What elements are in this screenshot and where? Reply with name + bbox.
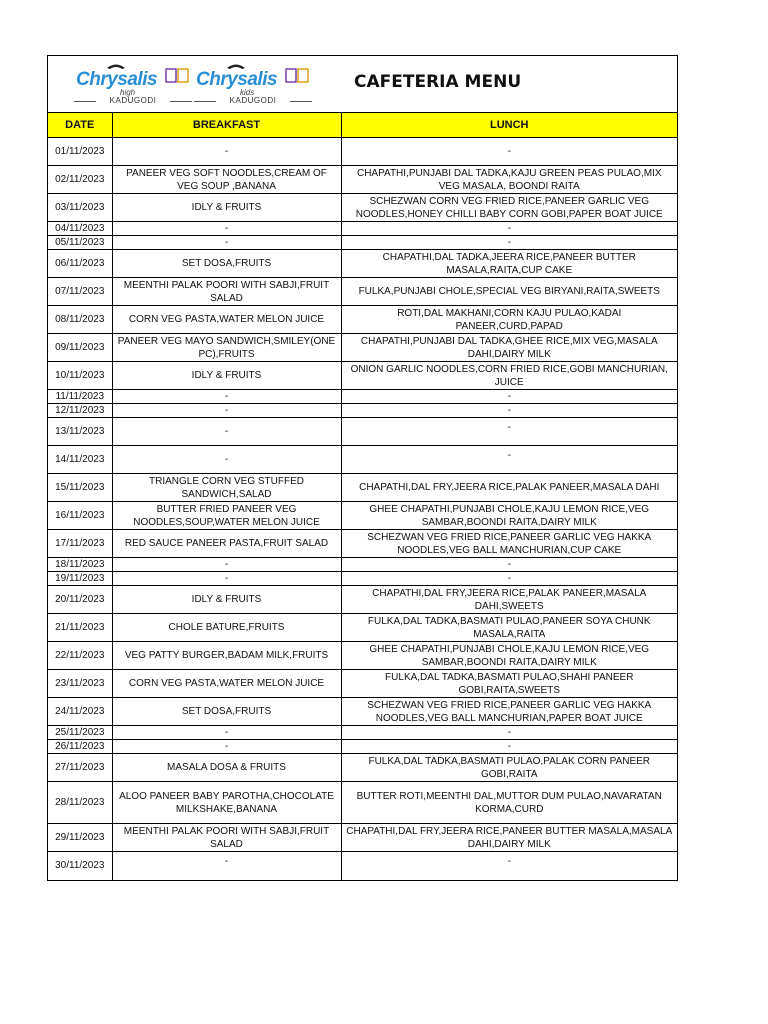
cell-lunch: - [341, 572, 677, 586]
cell-breakfast: MEENTHI PALAK POORI WITH SABJI,FRUIT SALAD [112, 824, 341, 852]
table-row [48, 250, 677, 278]
cell-date: 06/11/2023 [48, 250, 112, 278]
cell-date: 22/11/2023 [48, 642, 112, 670]
table-row [48, 236, 677, 250]
table-row [48, 530, 677, 558]
cell-lunch: CHAPATHI,PUNJABI DAL TADKA,GHEE RICE,MIX VEG,MASALA DAHI,DAIRY MILK [341, 334, 677, 362]
cell-date: 17/11/2023 [48, 530, 112, 558]
cell-breakfast: SET DOSA,FRUITS [112, 250, 341, 278]
cell-lunch: FULKA,DAL TADKA,BASMATI PULAO,PANEER SOYA CHUNK MASALA,RAITA [341, 614, 677, 642]
table-row [48, 740, 677, 754]
table-row [48, 418, 677, 446]
cell-date: 13/11/2023 [48, 418, 112, 446]
table-row [48, 642, 677, 670]
cell-date: 24/11/2023 [48, 698, 112, 726]
cell-breakfast: - [112, 418, 341, 446]
cell-date: 08/11/2023 [48, 306, 112, 334]
page-title: CAFETERIA MENU [354, 72, 522, 92]
table-row [48, 138, 677, 166]
table-row [48, 166, 677, 194]
cell-lunch: - [341, 852, 677, 880]
cell-breakfast: RED SAUCE PANEER PASTA,FRUIT SALAD [112, 530, 341, 558]
cell-breakfast: CHOLE BATURE,FRUITS [112, 614, 341, 642]
cell-date: 03/11/2023 [48, 194, 112, 222]
cell-breakfast: - [112, 222, 341, 236]
cell-breakfast: - [112, 726, 341, 740]
logo-brand: Chrysalis [76, 69, 158, 90]
cell-breakfast: TRIANGLE CORN VEG STUFFED SANDWICH,SALAD [112, 474, 341, 502]
table-row [48, 754, 677, 782]
cell-lunch: - [341, 222, 677, 236]
cell-date: 29/11/2023 [48, 824, 112, 852]
table-row [48, 558, 677, 572]
table-row [48, 334, 677, 362]
cell-date: 23/11/2023 [48, 670, 112, 698]
cell-breakfast: - [112, 390, 341, 404]
cell-breakfast: - [112, 852, 341, 880]
cell-date: 15/11/2023 [48, 474, 112, 502]
cell-lunch: - [341, 404, 677, 418]
table-row [48, 222, 677, 236]
cell-lunch: SCHEZWAN VEG FRIED RICE,PANEER GARLIC VEG HAKKA NOODLES,VEG BALL MANCHURIAN,CUP CAKE [341, 530, 677, 558]
table-row [48, 390, 677, 404]
cell-date: 04/11/2023 [48, 222, 112, 236]
cell-lunch: - [341, 236, 677, 250]
cell-date: 16/11/2023 [48, 502, 112, 530]
cell-date: 09/11/2023 [48, 334, 112, 362]
logo-city: KADUGODI [109, 96, 157, 105]
cell-lunch: CHAPATHI,DAL FRY,JEERA RICE,PANEER BUTTER MASALA,MASALA DAHI,DAIRY MILK [341, 824, 677, 852]
cell-date: 05/11/2023 [48, 236, 112, 250]
cell-lunch: - [341, 740, 677, 754]
cell-breakfast: - [112, 572, 341, 586]
cell-breakfast: - [112, 138, 341, 166]
table-row [48, 614, 677, 642]
book-icon [165, 67, 189, 87]
cell-breakfast: MASALA DOSA & FRUITS [112, 754, 341, 782]
cell-date: 02/11/2023 [48, 166, 112, 194]
cell-breakfast: - [112, 404, 341, 418]
cell-lunch: - [341, 726, 677, 740]
menu-rows [48, 138, 677, 880]
column-header-date: DATE [48, 113, 112, 138]
cell-date: 07/11/2023 [48, 278, 112, 306]
cell-lunch: - [341, 446, 677, 474]
cell-breakfast: - [112, 740, 341, 754]
cell-breakfast: VEG PATTY BURGER,BADAM MILK,FRUITS [112, 642, 341, 670]
table-row [48, 502, 677, 530]
cell-lunch: - [341, 390, 677, 404]
cell-lunch: - [341, 138, 677, 166]
cell-breakfast: IDLY & FRUITS [112, 362, 341, 390]
logo-sub: high [120, 88, 136, 97]
table-row [48, 362, 677, 390]
table-row [48, 782, 677, 824]
table-row [48, 474, 677, 502]
column-header-breakfast: BREAKFAST [112, 113, 341, 138]
logo-city: KADUGODI [229, 96, 277, 105]
cell-breakfast: CORN VEG PASTA,WATER MELON JUICE [112, 306, 341, 334]
cell-date: 25/11/2023 [48, 726, 112, 740]
cell-lunch: - [341, 418, 677, 446]
cell-date: 19/11/2023 [48, 572, 112, 586]
table-row [48, 404, 677, 418]
cell-lunch: GHEE CHAPATHI,PUNJABI CHOLE,KAJU LEMON RICE,VEG SAMBAR,BOONDI RAITA,DAIRY MILK [341, 642, 677, 670]
cell-breakfast: - [112, 558, 341, 572]
column-header-lunch: LUNCH [341, 113, 677, 138]
cell-date: 18/11/2023 [48, 558, 112, 572]
cell-date: 30/11/2023 [48, 852, 112, 880]
table-row [48, 852, 677, 880]
cell-date: 27/11/2023 [48, 754, 112, 782]
cell-lunch: SCHEZWAN VEG FRIED RICE,PANEER GARLIC VEG HAKKA NOODLES,VEG BALL MANCHURIAN,PAPER BOAT JUICE [341, 698, 677, 726]
table-row [48, 194, 677, 222]
cell-lunch: FULKA,DAL TADKA,BASMATI PULAO,SHAHI PANEER GOBI,RAITA,SWEETS [341, 670, 677, 698]
cell-date: 20/11/2023 [48, 586, 112, 614]
table-row [48, 824, 677, 852]
table-row [48, 586, 677, 614]
cell-lunch: ROTI,DAL MAKHANI,CORN KAJU PULAO,KADAI PANEER,CURD,PAPAD [341, 306, 677, 334]
school-logo-high [74, 63, 192, 107]
logo-sub: kids [240, 88, 255, 97]
cell-date: 11/11/2023 [48, 390, 112, 404]
table-row [48, 306, 677, 334]
cell-lunch: ONION GARLIC NOODLES,CORN FRIED RICE,GOBI MANCHURIAN, JUICE [341, 362, 677, 390]
table-row [48, 726, 677, 740]
cell-lunch: CHAPATHI,DAL TADKA,JEERA RICE,PANEER BUTTER MASALA,RAITA,CUP CAKE [341, 250, 677, 278]
table-header-row [48, 113, 677, 138]
cell-lunch: CHAPATHI,DAL FRY,JEERA RICE,PALAK PANEER,MASALA DAHI,SWEETS [341, 586, 677, 614]
book-icon [285, 67, 309, 87]
cell-lunch: CHAPATHI,PUNJABI DAL TADKA,KAJU GREEN PEAS PULAO,MIX VEG MASALA, BOONDI RAITA [341, 166, 677, 194]
cell-breakfast: PANEER VEG MAYO SANDWICH,SMILEY(ONE PC),FRUITS [112, 334, 341, 362]
cell-date: 26/11/2023 [48, 740, 112, 754]
table-row [48, 572, 677, 586]
cell-breakfast: - [112, 236, 341, 250]
cell-breakfast: IDLY & FRUITS [112, 194, 341, 222]
cell-breakfast: PANEER VEG SOFT NOODLES,CREAM OF VEG SOUP ,BANANA [112, 166, 341, 194]
cell-breakfast: SET DOSA,FRUITS [112, 698, 341, 726]
table-row [48, 670, 677, 698]
table-row [48, 698, 677, 726]
cell-breakfast: CORN VEG PASTA,WATER MELON JUICE [112, 670, 341, 698]
cell-date: 14/11/2023 [48, 446, 112, 474]
cell-lunch: SCHEZWAN CORN VEG FRIED RICE,PANEER GARLIC VEG NOODLES,HONEY CHILLI BABY CORN GOBI,PAPER BOAT JUICE [341, 194, 677, 222]
table-row [48, 446, 677, 474]
cell-lunch: FULKA,PUNJABI CHOLE,SPECIAL VEG BIRYANI,RAITA,SWEETS [341, 278, 677, 306]
cell-lunch: FULKA,DAL TADKA,BASMATI PULAO,PALAK CORN PANEER GOBI,RAITA [341, 754, 677, 782]
cell-breakfast: ALOO PANEER BABY PAROTHA,CHOCOLATE MILKSHAKE,BANANA [112, 782, 341, 824]
cell-date: 10/11/2023 [48, 362, 112, 390]
menu-header [48, 56, 677, 113]
menu-sheet [47, 55, 678, 881]
cell-breakfast: MEENTHI PALAK POORI WITH SABJI,FRUIT SALAD [112, 278, 341, 306]
cell-lunch: GHEE CHAPATHI,PUNJABI CHOLE,KAJU LEMON RICE,VEG SAMBAR,BOONDI RAITA,DAIRY MILK [341, 502, 677, 530]
cell-lunch: BUTTER ROTI,MEENTHI DAL,MUTTOR DUM PULAO,NAVARATAN KORMA,CURD [341, 782, 677, 824]
school-logo-kids [194, 63, 312, 107]
cell-breakfast: IDLY & FRUITS [112, 586, 341, 614]
cell-date: 01/11/2023 [48, 138, 112, 166]
cell-date: 28/11/2023 [48, 782, 112, 824]
cell-lunch: - [341, 558, 677, 572]
menu-table [48, 113, 677, 880]
cell-date: 21/11/2023 [48, 614, 112, 642]
cell-breakfast: - [112, 446, 341, 474]
table-row [48, 278, 677, 306]
logo-brand: Chrysalis [196, 69, 278, 90]
cell-date: 12/11/2023 [48, 404, 112, 418]
cell-lunch: CHAPATHI,DAL FRY,JEERA RICE,PALAK PANEER,MASALA DAHI [341, 474, 677, 502]
cell-breakfast: BUTTER FRIED PANEER VEG NOODLES,SOUP,WATER MELON JUICE [112, 502, 341, 530]
